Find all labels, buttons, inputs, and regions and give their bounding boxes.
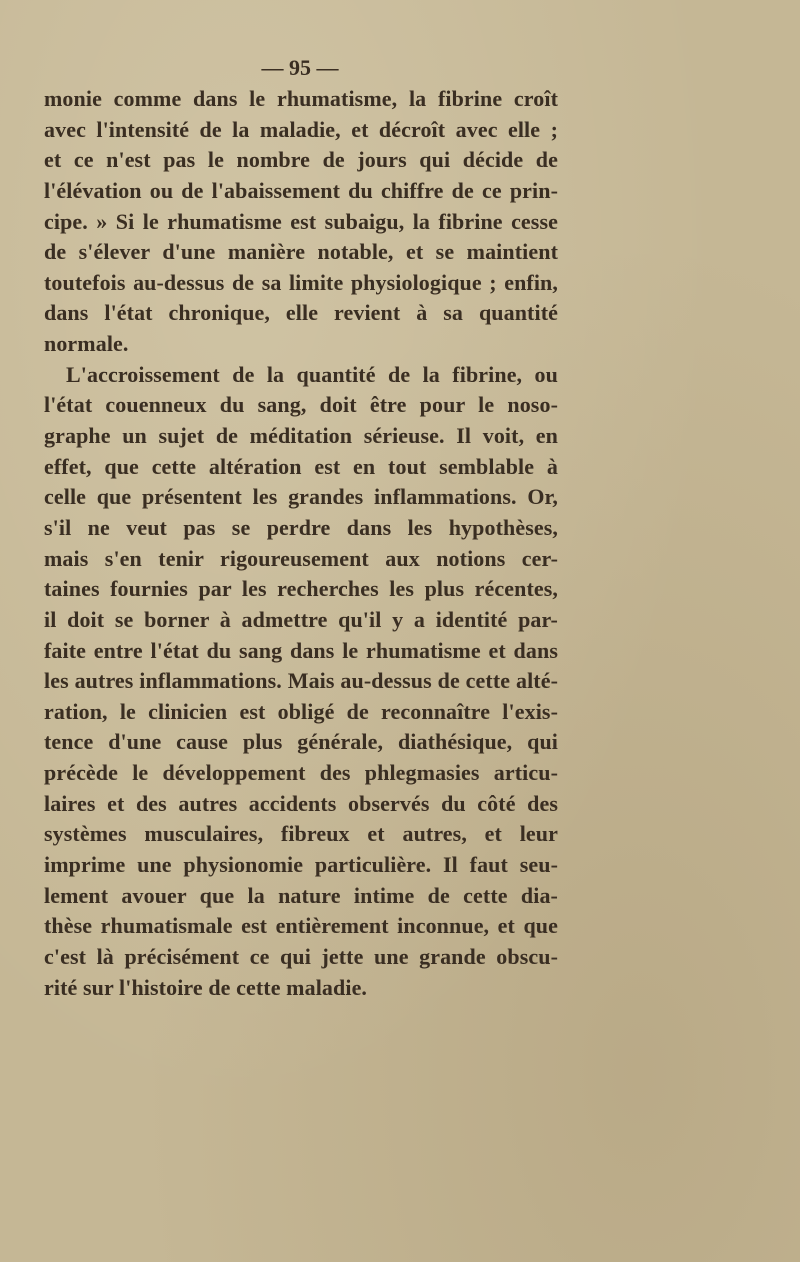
text-line: c'est là précisément ce qui jette une grande obscu- xyxy=(44,943,558,969)
text-line: rité sur l'histoire de cette maladie. xyxy=(44,974,368,1000)
text-line: les autres inflammations. Mais au-dessus de cette alté- xyxy=(44,668,558,694)
text-line: cipe. » Si le rhumatisme est subaigu, la fibrine cesse xyxy=(44,208,558,234)
text-line: de s'élever d'une manière notable, et se maintient xyxy=(44,239,558,265)
body-text xyxy=(44,84,558,1003)
paragraph-1 xyxy=(44,84,558,360)
text-line: tence d'une cause plus générale, diathésique, qui xyxy=(44,729,558,755)
text-line: l'élévation ou de l'abaissement du chiffre de ce prin- xyxy=(44,177,558,203)
text-line: laires et des autres accidents observés du côté des xyxy=(44,790,558,816)
text-line: ration, le clinicien est obligé de reconnaître l'exis- xyxy=(44,698,558,724)
text-line: graphe un sujet de méditation sérieuse. Il voit, en xyxy=(44,423,558,449)
text-line: s'il ne veut pas se perdre dans les hypothèses, xyxy=(44,514,558,540)
paragraph-2 xyxy=(44,360,558,1003)
text-line: imprime une physionomie particulière. Il faut seu- xyxy=(44,852,558,878)
page-number: — 95 — xyxy=(261,55,339,80)
text-line: avec l'intensité de la maladie, et décroît avec elle ; xyxy=(44,116,558,142)
text-line: toutefois au-dessus de sa limite physiologique ; enfin, xyxy=(44,269,558,295)
text-line: l'état couenneux du sang, doit être pour le noso- xyxy=(44,392,558,418)
text-line: L'accroissement de la quantité de la fibrine, ou xyxy=(66,361,558,387)
text-line: dans l'état chronique, elle revient à sa quantité xyxy=(44,300,558,326)
text-line: effet, que cette altération est en tout semblable à xyxy=(44,453,558,479)
text-line: précède le développement des phlegmasies articu- xyxy=(44,760,558,786)
text-line: mais s'en tenir rigoureusement aux notions cer- xyxy=(44,545,558,571)
text-line: lement avouer que la nature intime de cette dia- xyxy=(44,882,558,908)
text-line: taines fournies par les recherches les plus récentes, xyxy=(44,576,558,602)
text-line: normale. xyxy=(44,331,129,357)
text-line: systèmes musculaires, fibreux et autres, et leur xyxy=(44,821,558,847)
text-line: celle que présentent les grandes inflammations. Or, xyxy=(44,484,558,510)
text-line: il doit se borner à admettre qu'il y a identité par- xyxy=(44,606,558,632)
text-line: monie comme dans le rhumatisme, la fibrine croît xyxy=(44,86,558,111)
text-line: et ce n'est pas le nombre de jours qui décide de xyxy=(44,147,558,173)
text-line: thèse rhumatismale est entièrement inconnue, et que xyxy=(44,913,558,939)
text-line: faite entre l'état du sang dans le rhumatisme et dans xyxy=(44,637,558,663)
